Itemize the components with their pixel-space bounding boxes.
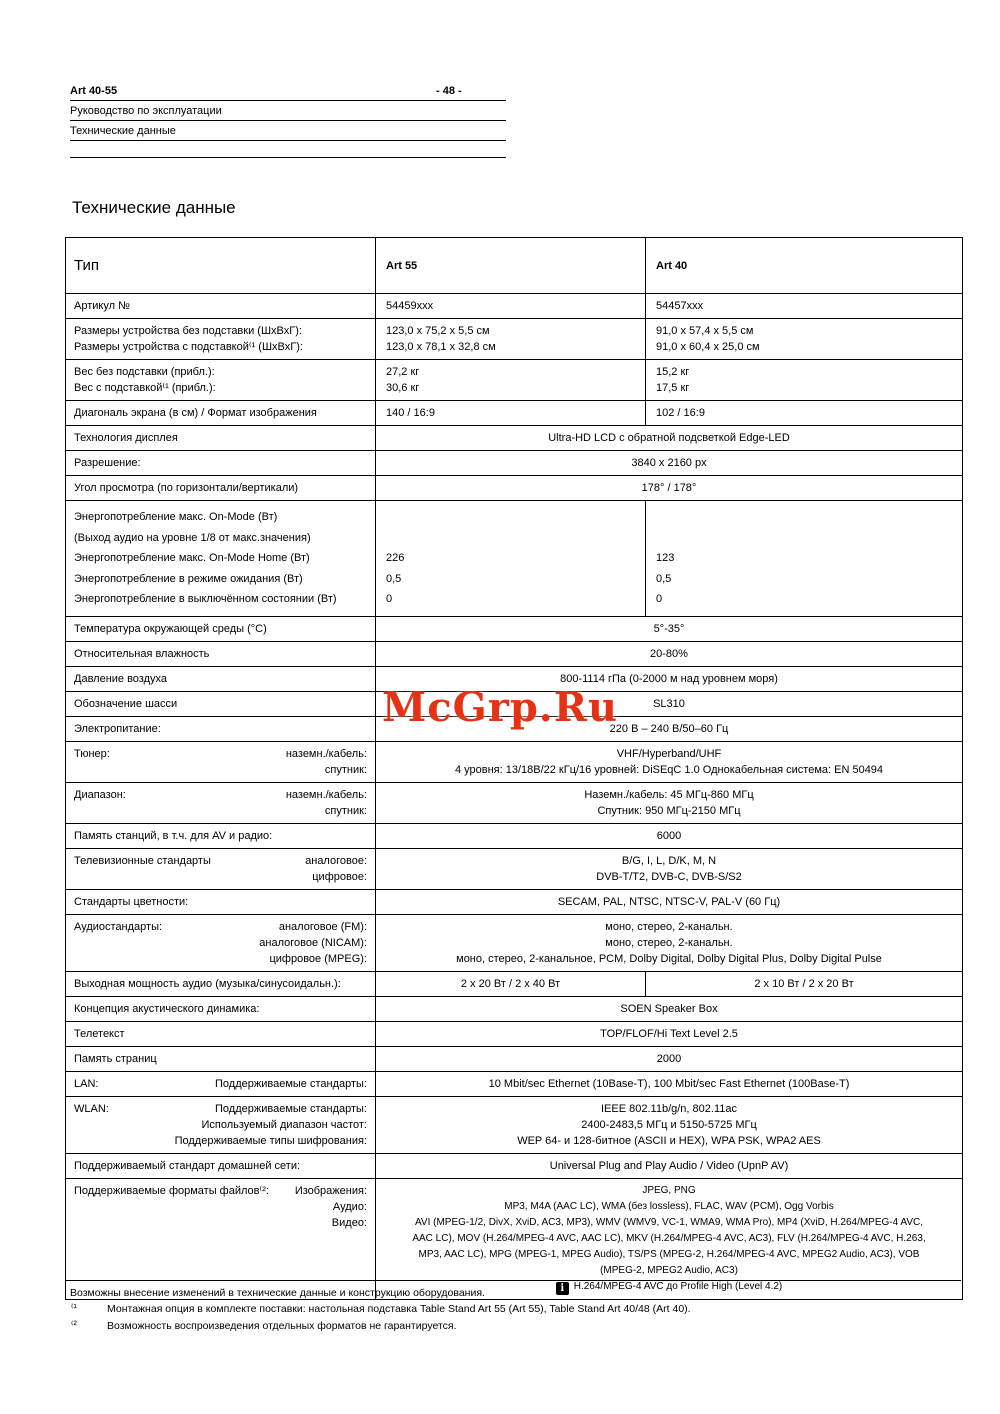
span-value-line: 220 В – 240 В/50–60 Гц bbox=[609, 722, 729, 735]
footnote-1-text: Монтажная опция в комплекте поставки: настольная подставка Table Stand Art 55 (Art 55), Table Stand Art 40/48 (Art 40). bbox=[107, 1303, 691, 1315]
row-span-cell bbox=[376, 1047, 962, 1071]
cell-art55 bbox=[376, 360, 646, 400]
page-header bbox=[70, 84, 506, 158]
row-label-cell bbox=[66, 915, 376, 971]
row-sublabels bbox=[175, 1101, 367, 1149]
table-row bbox=[66, 1021, 962, 1046]
table-header-art40-label: Art 40 bbox=[656, 259, 688, 272]
table-row bbox=[66, 475, 962, 500]
table-row bbox=[66, 848, 962, 889]
row-label: Электропитание: bbox=[74, 722, 161, 735]
value-line: 102 / 16:9 bbox=[656, 407, 705, 419]
row-label-cell bbox=[66, 1154, 376, 1178]
table-row bbox=[66, 914, 962, 971]
value-line: 0,5 bbox=[656, 572, 672, 585]
span-value-line: 3840 x 2160 px bbox=[631, 457, 707, 469]
row-sublabels bbox=[259, 919, 367, 967]
table-header-type-label: Тип bbox=[74, 256, 100, 274]
span-value-line: SOEN Speaker Box bbox=[620, 1002, 718, 1015]
row-label-cell bbox=[66, 476, 376, 500]
row-span-cell bbox=[376, 426, 962, 450]
footnote-1-marker: ⁽¹ bbox=[71, 1303, 77, 1314]
value-line: 226 bbox=[386, 552, 405, 564]
cell-art55 bbox=[376, 319, 646, 359]
header-section: Технические данные bbox=[70, 121, 506, 141]
row-span-cell bbox=[376, 617, 962, 641]
value-line: 0,5 bbox=[386, 572, 402, 585]
value-line: 2 x 20 Вт / 2 x 40 Вт bbox=[460, 977, 561, 990]
row-label: WLAN: bbox=[74, 1102, 109, 1115]
row-label: Артикул № bbox=[74, 300, 130, 312]
watermark: McGrp.Ru bbox=[381, 684, 619, 731]
span-value-line: 800-1114 гПа (0-2000 м над уровнем моря) bbox=[560, 672, 778, 685]
table-row bbox=[66, 500, 962, 616]
cell-art40 bbox=[646, 501, 962, 616]
span-value-line: 2400-2483,5 МГц и 5150-5725 МГц bbox=[581, 1118, 757, 1131]
cell-art40 bbox=[646, 401, 962, 425]
row-sublabel: Поддерживаемые стандарты: bbox=[215, 1077, 367, 1090]
value-line: 15,2 кг bbox=[656, 366, 690, 378]
row-label-cell bbox=[66, 783, 376, 823]
value-line: 27,2 кг bbox=[386, 366, 420, 378]
row-sublabel: цифровое: bbox=[312, 870, 367, 883]
row-span-cell bbox=[376, 451, 962, 475]
footer-divider bbox=[65, 1280, 961, 1281]
row-label-cell bbox=[66, 742, 376, 782]
row-label-cell bbox=[66, 1072, 376, 1096]
span-value-line: моно, стерео, 2-канальное, PCM, Dolby Digital, Dolby Digital Plus, Dolby Digital Pulse bbox=[456, 952, 882, 965]
cell-art55 bbox=[376, 501, 646, 616]
row-label: Температура окружающей среды (°C) bbox=[74, 622, 267, 635]
row-label: Стандарты цветности: bbox=[74, 895, 189, 908]
footnote-1 bbox=[65, 1303, 961, 1316]
span-value-line: DVB-T/T2, DVB-C, DVB-S/S2 bbox=[596, 870, 742, 883]
row-label-cell bbox=[66, 401, 376, 425]
row-sublabel: цифровое (MPEG): bbox=[269, 952, 367, 965]
row-span-cell bbox=[376, 1022, 962, 1046]
row-label: Давление воздуха bbox=[74, 672, 168, 685]
row-sublabel: Используемый диапазон частот: bbox=[201, 1118, 367, 1131]
span-value-line: VHF/Hyperband/UHF bbox=[616, 747, 722, 760]
span-value-line: AAC LC), MOV (H.264/MPEG-4 AVC, AAC LC), MKV (H.264/MPEG-4 AVC, AC3), FLV (H.264/MPEG-4 AVC, H.263, bbox=[412, 1232, 926, 1244]
row-label: Энергопотребление в выключённом состоянии (Вт) bbox=[74, 593, 337, 605]
table-row bbox=[66, 823, 962, 848]
info-icon: i bbox=[556, 1282, 569, 1295]
row-label: Диапазон: bbox=[74, 788, 126, 801]
row-label-cell bbox=[66, 972, 376, 996]
row-label-cell bbox=[66, 426, 376, 450]
cell-art40 bbox=[646, 360, 962, 400]
row-span-cell bbox=[376, 890, 962, 914]
row-span-cell bbox=[376, 1154, 962, 1178]
row-label-cell bbox=[66, 1047, 376, 1071]
row-label-cell bbox=[66, 617, 376, 641]
table-row bbox=[66, 318, 962, 359]
row-span-cell bbox=[376, 642, 962, 666]
row-label-cell bbox=[66, 319, 376, 359]
table-row bbox=[66, 1096, 962, 1153]
table-row bbox=[66, 996, 962, 1021]
span-value-line: 178° / 178° bbox=[641, 482, 697, 494]
table-header-art40-cell bbox=[646, 238, 962, 293]
value-line: 0 bbox=[656, 593, 663, 605]
row-sublabel: аналоговое (NICAM): bbox=[259, 936, 367, 949]
row-sublabel: аналоговое (FM): bbox=[278, 920, 367, 933]
span-value-line: WEP 64- и 128-битное (ASCII и HEX), WPA PSK, WPA2 AES bbox=[517, 1134, 821, 1147]
span-value-line: Спутник: 950 МГц-2150 МГц bbox=[597, 804, 741, 817]
row-label-cell bbox=[66, 824, 376, 848]
value-line: 123,0 x 78,1 x 32,8 см bbox=[386, 341, 496, 353]
row-label-cell bbox=[66, 294, 376, 318]
footnote-2-marker: ⁽² bbox=[71, 1320, 77, 1331]
row-label: Технология дисплея bbox=[74, 432, 178, 444]
row-label: Разрешение: bbox=[74, 457, 141, 469]
value-line: 17,5 кг bbox=[656, 382, 690, 394]
table-row bbox=[66, 450, 962, 475]
row-span-cell bbox=[376, 824, 962, 848]
value-line: 2 x 10 Вт / 2 x 20 Вт bbox=[754, 977, 854, 990]
row-label: Угол просмотра (по горизонтали/вертикали) bbox=[74, 482, 299, 494]
value-line bbox=[386, 507, 637, 528]
span-value-line: i H.264/MPEG-4 AVC до Profile High (Level 4.2) bbox=[384, 1279, 954, 1295]
row-label: Телевизионные стандарты bbox=[74, 854, 211, 867]
value-line: 54457xxx bbox=[656, 300, 704, 312]
header-doc-type: Руководство по эксплуатации bbox=[70, 101, 506, 121]
span-value-line: моно, стерео, 2-канальн. bbox=[605, 936, 733, 949]
table-row bbox=[66, 400, 962, 425]
span-value-line: 6000 bbox=[656, 829, 682, 842]
row-label: Телетекст bbox=[74, 1027, 125, 1040]
row-label: Энергопотребление макс. On-Mode (Вт) bbox=[74, 511, 278, 523]
row-span-cell bbox=[376, 783, 962, 823]
value-line: 0 bbox=[386, 593, 393, 605]
value-line: 91,0 x 60,4 x 25,0 см bbox=[656, 341, 760, 353]
table-header-type-cell bbox=[66, 238, 376, 293]
table-row bbox=[66, 293, 962, 318]
row-sublabel: спутник: bbox=[324, 804, 367, 817]
row-label: Вес с подставкой⁽¹ (прибл.): bbox=[74, 382, 216, 394]
footnote-2 bbox=[65, 1320, 961, 1333]
spec-table bbox=[65, 237, 963, 1300]
cell-art40 bbox=[646, 319, 962, 359]
row-label: Выходная мощность аудио (музыка/синусоидальн.): bbox=[74, 977, 341, 990]
row-sublabel: Видео: bbox=[331, 1216, 367, 1229]
cell-art55 bbox=[376, 972, 646, 996]
table-row bbox=[66, 425, 962, 450]
row-span-cell bbox=[376, 476, 962, 500]
header-row-1 bbox=[70, 84, 506, 101]
row-label: LAN: bbox=[74, 1077, 99, 1090]
cell-art55 bbox=[376, 401, 646, 425]
row-label-cell bbox=[66, 501, 376, 616]
span-value-line: SL310 bbox=[653, 697, 685, 710]
row-sublabels bbox=[295, 1183, 367, 1231]
span-value-line: Universal Plug and Play Audio / Video (UpnP AV) bbox=[549, 1159, 789, 1172]
page-number: - 48 - bbox=[436, 85, 462, 97]
row-label: Диагональ экрана (в см) / Формат изображения bbox=[74, 407, 317, 419]
row-label-cell bbox=[66, 1022, 376, 1046]
table-row bbox=[66, 889, 962, 914]
row-label: Относительная влажность bbox=[74, 647, 210, 660]
table-row bbox=[66, 741, 962, 782]
row-span-cell bbox=[376, 1097, 962, 1153]
span-value-line: моно, стерео, 2-канальн. bbox=[605, 920, 733, 933]
row-label: Размеры устройства без подставки (ШхВхГ): bbox=[74, 325, 302, 337]
span-value-line: 10 Mbit/sec Ethernet (10Base-T), 100 Mbit/sec Fast Ethernet (100Base-T) bbox=[488, 1077, 850, 1090]
page-title: Технические данные bbox=[72, 198, 236, 217]
row-label: (Выход аудио на уровне 1/8 от макс.значения) bbox=[74, 531, 311, 544]
row-label: Память станций, в т.ч. для AV и радио: bbox=[74, 829, 273, 842]
row-label-cell bbox=[66, 642, 376, 666]
row-span-cell bbox=[376, 1072, 962, 1096]
table-row bbox=[66, 971, 962, 996]
row-label: Тюнер: bbox=[74, 747, 110, 760]
span-value-line: 4 уровня: 13/18В/22 кГц/16 уровней: DiSEqC 1.0 Однокабельная система: EN 50494 bbox=[454, 763, 884, 776]
table-row bbox=[66, 1071, 962, 1096]
table-row bbox=[66, 1153, 962, 1178]
value-line: 91,0 x 57,4 x 5,5 см bbox=[656, 325, 754, 337]
span-value-line: SECAM, PAL, NTSC, NTSC-V, PAL-V (60 Гц) bbox=[557, 895, 781, 908]
table-header-art55-cell bbox=[376, 238, 646, 293]
row-label: Вес без подставки (прибл.): bbox=[74, 366, 215, 378]
value-line: 123,0 x 75,2 x 5,5 см bbox=[386, 325, 490, 337]
row-sublabel: наземн./кабель: bbox=[285, 747, 367, 760]
span-value-line: MP3, M4A (AAC LC), WMA (без lossless), FLAC, WAV (PCM), Ogg Vorbis bbox=[504, 1200, 834, 1212]
span-value-line: 5°-35° bbox=[653, 622, 685, 635]
footer-note: Возможны внесение изменений в технические данные и конструкцию оборудования. bbox=[70, 1287, 485, 1299]
row-label-cell bbox=[66, 997, 376, 1021]
row-sublabel: спутник: bbox=[324, 763, 367, 776]
span-value-line: Наземн./кабель: 45 МГц-860 МГц bbox=[584, 788, 754, 801]
value-line bbox=[656, 528, 954, 549]
row-sublabel: Аудио: bbox=[332, 1200, 367, 1213]
cell-art55 bbox=[376, 294, 646, 318]
row-label: Поддерживаемые форматы файлов⁽²: bbox=[74, 1184, 269, 1197]
value-line: 140 / 16:9 bbox=[386, 407, 435, 419]
row-sublabel: наземн./кабель: bbox=[285, 788, 367, 801]
cell-art40 bbox=[646, 294, 962, 318]
row-label: Энергопотребление в режиме ожидания (Вт) bbox=[74, 572, 303, 585]
value-line: 54459xxx bbox=[386, 300, 434, 312]
span-value-line: JPEG, PNG bbox=[642, 1184, 696, 1196]
model-title: Art 40-55 bbox=[70, 85, 118, 97]
row-label-cell bbox=[66, 451, 376, 475]
span-value-line: IEEE 802.11b/g/n, 802.11ac bbox=[601, 1102, 737, 1115]
value-line bbox=[656, 507, 954, 528]
span-value-line: MP3, AAC LC), MPG (MPEG-1, MPEG Audio), TS/PS (MPEG-2, H.264/MPEG-4 AVC, MPEG2 Audio, AC3), VOB bbox=[418, 1248, 920, 1260]
span-value-line: Ultra-HD LCD с обратной подсветкой Edge-LED bbox=[548, 432, 790, 444]
document-footer bbox=[65, 1280, 961, 1333]
row-label-cell bbox=[66, 849, 376, 889]
row-span-cell bbox=[376, 742, 962, 782]
row-label-cell bbox=[66, 1097, 376, 1153]
span-value-line: AVI (MPEG-1/2, DivX, XviD, AC3, MP3), WMV (WMV9, VC-1, WMA9, WMA Pro), MP4 (XviD, H.264/MPEG-4 AVC, bbox=[414, 1216, 924, 1228]
row-sublabel: Поддерживаемые стандарты: bbox=[215, 1102, 367, 1115]
table-header-row bbox=[66, 238, 962, 293]
table-row bbox=[66, 359, 962, 400]
row-sublabel: аналоговое: bbox=[305, 854, 367, 867]
row-span-cell bbox=[376, 915, 962, 971]
footnote-2-text: Возможность воспроизведения отдельных форматов не гарантируется. bbox=[107, 1320, 457, 1332]
row-label: Энергопотребление макс. On-Mode Home (Вт) bbox=[74, 552, 310, 564]
header-rule bbox=[70, 141, 506, 158]
table-header-art55-label: Art 55 bbox=[386, 259, 418, 272]
row-sublabels bbox=[305, 853, 367, 885]
value-line bbox=[386, 528, 637, 549]
row-label-cell bbox=[66, 890, 376, 914]
row-label-cell bbox=[66, 360, 376, 400]
row-label: Обозначение шасси bbox=[74, 697, 178, 710]
span-value-line: 20-80% bbox=[650, 647, 688, 660]
row-span-cell bbox=[376, 997, 962, 1021]
table-row bbox=[66, 1046, 962, 1071]
table-row bbox=[66, 641, 962, 666]
row-sublabels bbox=[286, 787, 367, 819]
row-label: Память страниц bbox=[74, 1052, 157, 1065]
row-span-cell bbox=[376, 849, 962, 889]
row-label: Размеры устройства с подставкой⁽¹ (ШхВхГ): bbox=[74, 341, 303, 353]
row-label: Поддерживаемый стандарт домашней сети: bbox=[74, 1159, 301, 1172]
row-sublabel: Поддерживаемые типы шифрования: bbox=[174, 1134, 367, 1147]
value-line: 123 bbox=[656, 552, 675, 564]
span-value-line: (MPEG-2, MPEG2 Audio, AC3) bbox=[600, 1264, 738, 1276]
row-label: Концепция акустического динамика: bbox=[74, 1002, 260, 1015]
table-row bbox=[66, 782, 962, 823]
span-value-line: 2000 bbox=[656, 1052, 682, 1065]
row-sublabels bbox=[215, 1076, 367, 1092]
row-sublabel: Изображения: bbox=[294, 1184, 367, 1197]
table-row bbox=[66, 616, 962, 641]
span-value-line: TOP/FLOF/Hi Text Level 2.5 bbox=[600, 1027, 738, 1040]
span-value-line: B/G, I, L, D/K, M, N bbox=[621, 854, 717, 867]
cell-art40 bbox=[646, 972, 962, 996]
value-line: 30,6 кг bbox=[386, 382, 420, 394]
row-label: Аудиостандарты: bbox=[74, 920, 163, 933]
row-sublabels bbox=[286, 746, 367, 778]
